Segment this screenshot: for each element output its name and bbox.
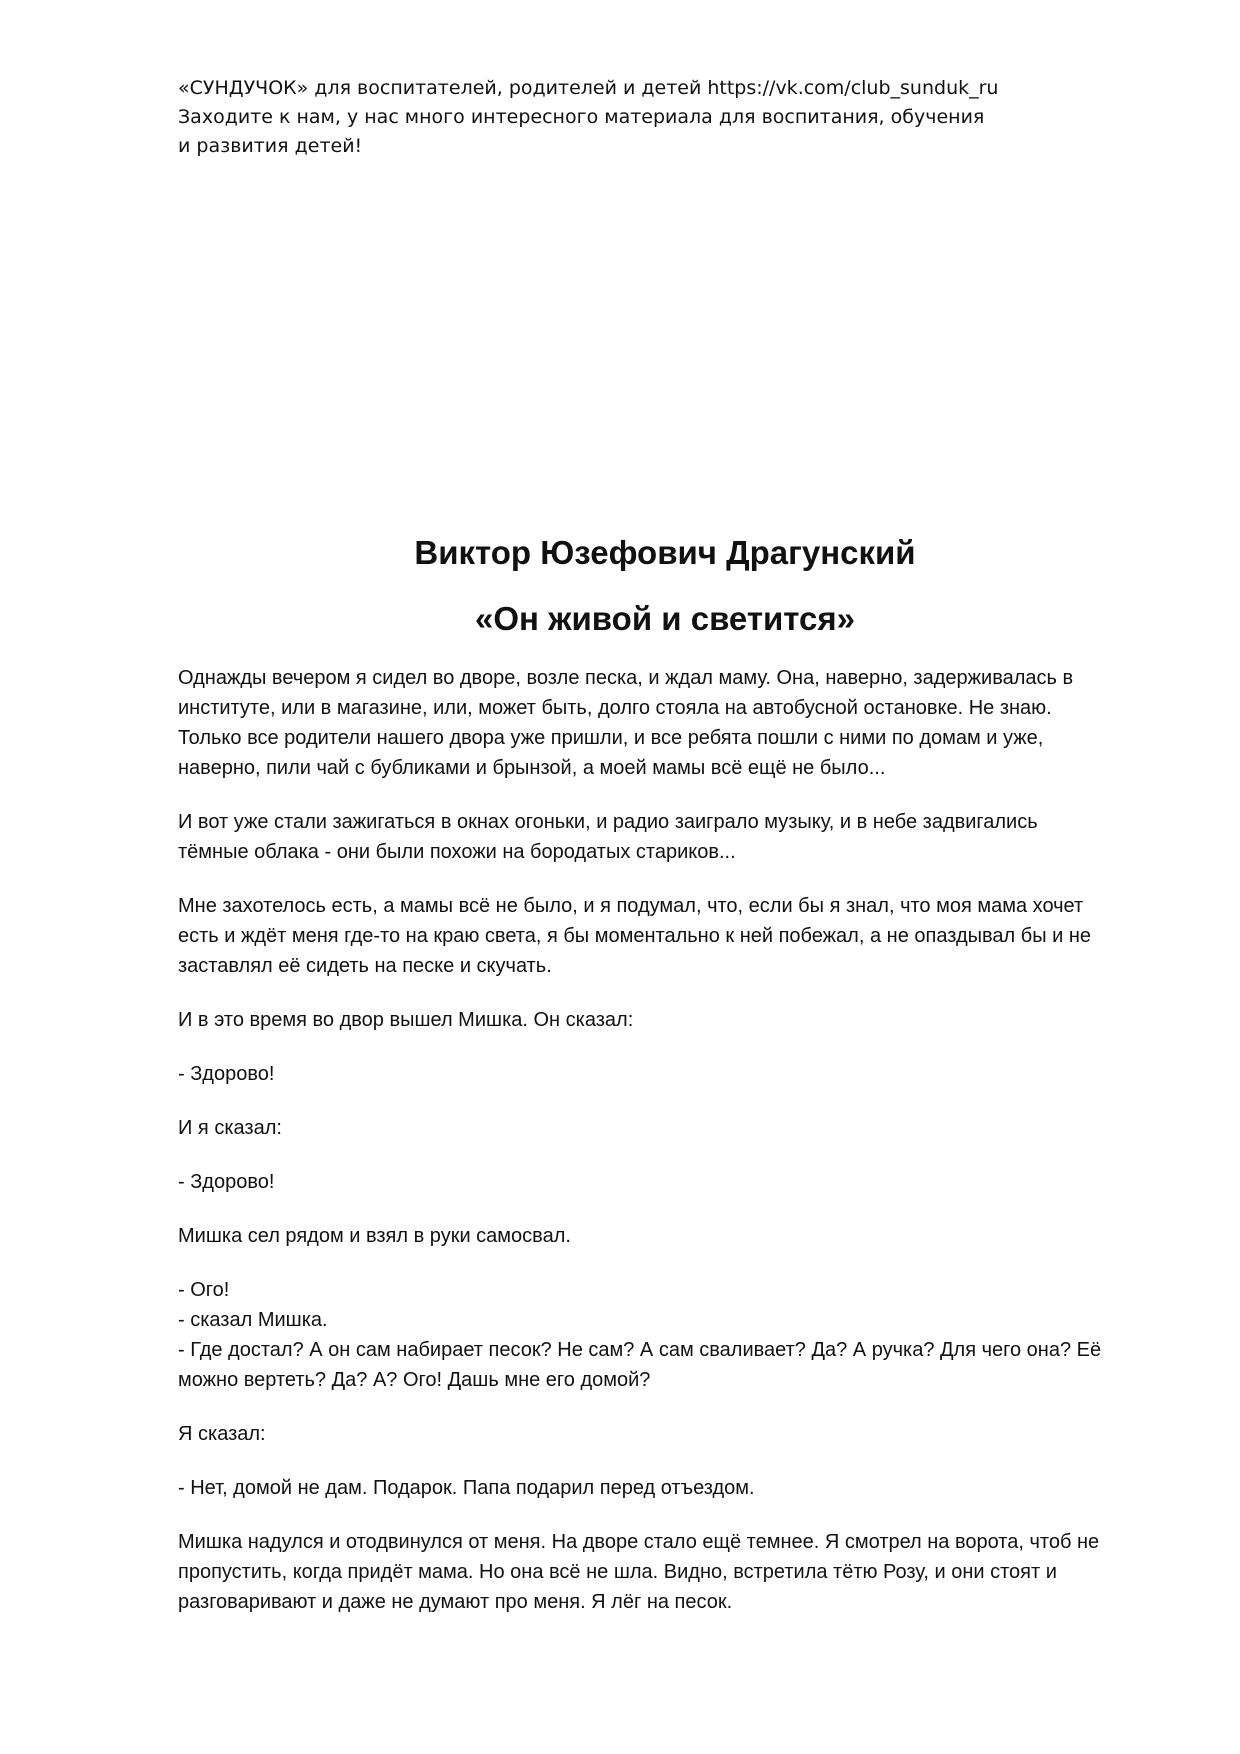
paragraph-line: И вот уже стали зажигаться в окнах огоньки, и радио заиграло музыку, и в небе задвигались: [178, 811, 1038, 833]
paragraph-line: разговаривают и даже не думают про меня. Я лёг на песок.: [178, 1591, 733, 1613]
header-line-3: и развития детей!: [178, 135, 363, 157]
paragraph-line: Только все родители нашего двора уже пришли, и все ребята пошли с ними по домам и уже,: [178, 727, 1044, 749]
paragraph-line: пропустить, когда придёт мама. Но она всё не шла. Видно, встретила тётю Розу, и они стоят и: [178, 1561, 1057, 1583]
story-title: «Он живой и светится»: [475, 600, 855, 637]
story-paragraph: [178, 1275, 1148, 1395]
paragraph-line: институте, или в магазине, или, может быть, долго стояла на автобусной остановке. Не знаю.: [178, 697, 1052, 719]
paragraph-line: - Ого!: [178, 1279, 230, 1301]
story-paragraph: [178, 1473, 1148, 1503]
story-paragraph: [178, 891, 1148, 981]
paragraph-line: - сказал Мишка.: [178, 1309, 328, 1331]
header-line-1: «СУНДУЧОК» для воспитателей, родителей и детей https://vk.com/club_sunduk_ru: [178, 77, 999, 99]
header-line-2: Заходите к нам, у нас много интересного материала для воспитания, обучения: [178, 106, 985, 128]
site-header: [178, 74, 1078, 161]
story-paragraph: [178, 1221, 1148, 1251]
paragraph-line: Мне захотелось есть, а мамы всё не было, и я подумал, что, если бы я знал, что моя мама хочет: [178, 895, 1084, 917]
story-paragraph: [178, 807, 1148, 867]
story-paragraph: [178, 1059, 1148, 1089]
story-paragraph: [178, 1419, 1148, 1449]
story-paragraph: [178, 663, 1148, 783]
story-body: [178, 663, 1148, 1641]
paragraph-line: Мишка сел рядом и взял в руки самосвал.: [178, 1225, 571, 1247]
story-paragraph: [178, 1113, 1148, 1143]
paragraph-line: заставлял её сидеть на песке и скучать.: [178, 955, 552, 977]
paragraph-line: - Здорово!: [178, 1063, 275, 1085]
story-paragraph: [178, 1167, 1148, 1197]
paragraph-line: - Нет, домой не дам. Подарок. Папа подарил перед отъездом.: [178, 1477, 755, 1499]
paragraph-line: есть и ждёт меня где-то на краю света, я бы моментально к ней побежал, а не опаздывал бы и не: [178, 925, 1092, 947]
story-paragraph: [178, 1005, 1148, 1035]
paragraph-line: Я сказал:: [178, 1423, 266, 1445]
paragraph-line: Однажды вечером я сидел во дворе, возле песка, и ждал маму. Она, наверно, задерживалась в: [178, 667, 1074, 689]
paragraph-line: можно вертеть? Да? А? Ого! Дашь мне его домой?: [178, 1369, 651, 1391]
paragraph-line: Мишка надулся и отодвинулся от меня. На дворе стало ещё темнее. Я смотрел на ворота, чтоб не: [178, 1531, 1100, 1553]
paragraph-line: наверно, пили чай с бубликами и брынзой, а моей мамы всё ещё не было...: [178, 757, 886, 779]
paragraph-line: И я сказал:: [178, 1117, 282, 1139]
paragraph-line: - Где достал? А он сам набирает песок? Не сам? А сам сваливает? Да? А ручка? Для чего она? Её: [178, 1339, 1102, 1361]
paragraph-line: И в это время во двор вышел Мишка. Он сказал:: [178, 1009, 634, 1031]
paragraph-line: - Здорово!: [178, 1171, 275, 1193]
author-name: Виктор Юзефович Драгунский: [414, 534, 916, 571]
story-paragraph: [178, 1527, 1148, 1617]
paragraph-line: тёмные облака - они были похожи на бородатых стариков...: [178, 841, 736, 863]
